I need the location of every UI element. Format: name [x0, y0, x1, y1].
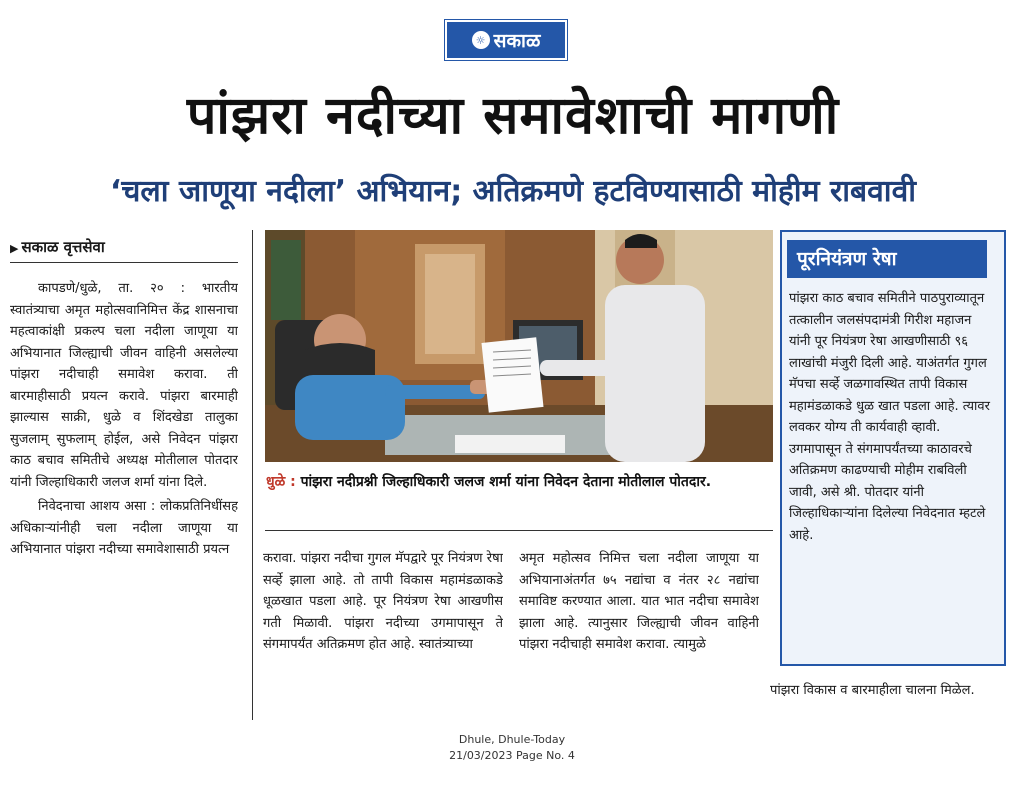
page-footer: [400, 732, 624, 768]
article-column-1: [10, 278, 238, 718]
caption-divider: [265, 530, 773, 531]
article-paragraph: पांझरा विकास व बारमाहीला चालना मिळेल.: [770, 683, 975, 698]
photo-illustration: [265, 230, 773, 462]
footer-date-page: 21/03/2023 Page No. 4: [449, 749, 575, 762]
masthead-logo: [445, 20, 567, 60]
masthead-title: सकाळ: [493, 30, 541, 52]
photo-caption: [266, 470, 772, 522]
triangle-bullet-icon: ▶: [10, 242, 19, 255]
article-paragraph: कापडणे/धुळे, ता. २० : भारतीय स्वातंत्र्याचा अमृत महोत्सवानिमित्त केंद्र शासनाचा महत्वाकांक्षी प्रकल्प चला नदीला जाणूया या अभियानात जिल्ह्याची जीवन वाहिनी असलेल्या पांझरा नदीचाही समावेश करावा. ती बारमाहीसाठी प्रयत्न करावे. पांझरा बारमाही झाल्यास साक्री, धुळे व शिंदखेडा तालुका सुजलाम् सुफलाम् होईल, असे निवेदन पांझरा काठ बचाव समितीचे अध्यक्ष मोतीलाल पोतदार यांनी जिल्हाधिकारी जलज शर्मा यांना दिले.: [10, 281, 238, 490]
sidebar-title: पूरनियंत्रण रेषा: [787, 240, 987, 278]
footer-edition: Dhule, Dhule-Today: [458, 733, 566, 746]
sidebar-body: पांझरा काठ बचाव समितीने पाठपुराव्यातून तत्कालीन जलसंपदामंत्री गिरीश महाजन यांनी पूर नियंत्रण रेषा आखणीसाठी ९६ लाखांची मंजुरी दिली आहे. याअंतर्गत गुगल मॅपचा सर्व्हे जळगावस्थित तापी विकास महामंडळाकडे धुळ खात पडला आहे. त्यावर लवकर योग्य ती कार्यवाही व्हावी. उगमापासून ते संगमापर्यंतच्या काठावरचे अतिक्रमण काढण्याची मोहीम राबविली जावी, असे श्री. पोतदार यांनी जिल्हाधिकाऱ्यांना दिलेल्या निवेदनात म्हटले आहे.: [789, 291, 990, 543]
article-paragraph: निवेदनाचा आशय असा : लोकप्रतिनिधींसह अधिकाऱ्यांनीही चला नदीला जाणूया या अभियानात पांझरा नदीच्या समावेशासाठी प्रयत्न: [10, 499, 238, 557]
article-paragraph: करावा. पांझरा नदीचा गुगल मॅपद्वारे पूर नियंत्रण रेषा सर्व्हे झाला आहे. तो तापी विकास महामंडळाकडे धूळखात पडला आहे. पूर नियंत्रण रेषा आखणीस गती मिळावी. पांझरा नदीच्या उगमापासून ते संगमापर्यंत अतिक्रमण होत आहे. स्वातंत्र्याच्या: [263, 551, 503, 652]
column-divider: [252, 230, 253, 720]
article-column-4: [770, 680, 1002, 726]
caption-text: पांझरा नदीप्रश्नी जिल्हाधिकारी जलज शर्मा यांना निवेदन देताना मोतीलाल पोतदार.: [300, 474, 712, 490]
headline: पांझरा नदीच्या समावेशाची मागणी: [186, 86, 840, 146]
article-column-3: [519, 548, 759, 724]
news-photo: [265, 230, 773, 462]
article-paragraph: अमृत महोत्सव निमित्त चला नदीला जाणूया या अभियानाअंतर्गत ७५ नद्यांचा व नंतर २८ नद्यांचा समाविष्ट करण्यात आला. यात भात नदीचा समावेश झाला आहे. त्यानुसार जिल्ह्याची जीवन वाहिनी पांझरा नदीचाही समावेश करावा. त्यामुळे: [519, 551, 759, 652]
caption-place: धुळे :: [266, 474, 296, 490]
byline-text: सकाळ वृत्तसेवा: [21, 238, 105, 256]
article-column-2: [263, 548, 503, 724]
byline: [10, 232, 238, 263]
subheadline: ‘चला जाणूया नदीला’ अभियान; अतिक्रमणे हटविण्यासाठी मोहीम राबवावी: [109, 174, 917, 209]
sakal-logo-icon: ☼: [472, 31, 490, 49]
